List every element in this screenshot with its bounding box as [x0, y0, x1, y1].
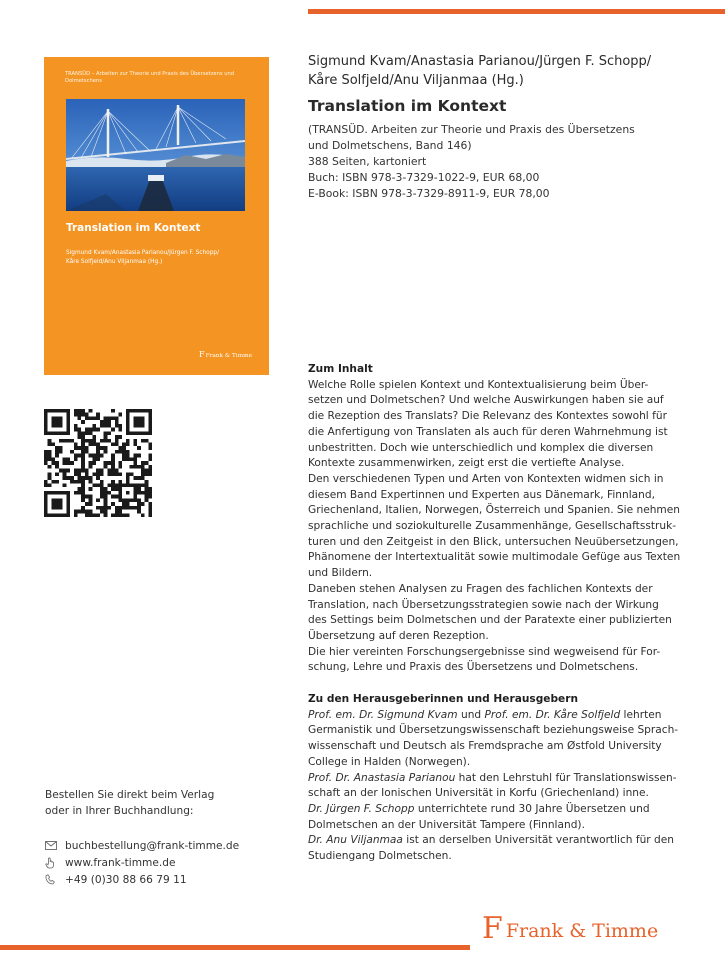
pointer-hand-icon	[45, 857, 65, 869]
order-info	[45, 787, 285, 888]
contact-list	[45, 837, 285, 888]
publisher-logo	[482, 911, 659, 946]
website-link[interactable]: www.frank-timme.de	[65, 856, 176, 869]
book-description	[308, 362, 690, 865]
inhalt-line: Den verschiedenen Typen und Arten von Kontexten widmen sich in	[308, 472, 664, 485]
inhalt-line: Die hier vereinten Forschungsergebnisse sind wegweisend für For-	[308, 645, 661, 658]
editor-name: Prof. em. Dr. Sigmund Kvam	[308, 708, 458, 721]
editors-text-span: hat den Lehrstuhl für Translationswissen-	[455, 771, 677, 784]
contact-email[interactable]	[45, 837, 285, 854]
top-accent-bar	[308, 9, 725, 14]
book-authors-line1: Sigmund Kvam/Anastasia Parianou/Jürgen F. Schopp/	[308, 54, 652, 69]
cover-publisher-name: Frank & Timme	[205, 353, 253, 359]
page-count: 388 Seiten, kartoniert	[308, 155, 427, 168]
order-intro	[45, 787, 285, 819]
editors-line: Dolmetschen an der Universität Tampere (Finnland).	[308, 818, 585, 831]
editors-line: Germanistik und Übersetzungswissenschaft beziehungsweise Sprach-	[308, 724, 679, 737]
inhalt-line: Welche Rolle spielen Kontext und Kontextualisierung beim Über-	[308, 378, 649, 391]
inhalt-line: Phänomene der Intertextualität sowie multimodale Gefüge aus Texten	[308, 551, 681, 564]
cover-authors	[66, 249, 256, 267]
order-intro-line1: Bestellen Sie direkt beim Verlag	[45, 789, 215, 801]
inhalt-text	[308, 378, 690, 676]
editors-text	[308, 708, 690, 865]
editors-text-span: lehrten	[620, 708, 662, 721]
cover-bridge-photo	[66, 99, 245, 211]
inhalt-line: Daneben stehen Analysen zu Fragen des fachlichen Kontexts der	[308, 582, 653, 595]
inhalt-line: Kontexte zusammenwirken, zeigt erst die vertiefte Analyse.	[308, 457, 625, 470]
inhalt-line: setzen und Dolmetschen? Und welche Auswirkungen haben sie auf	[308, 394, 664, 407]
series-line1: (TRANSÜD. Arbeiten zur Theorie und Praxis des Übersetzens	[308, 123, 635, 136]
inhalt-line: schung, Lehre und Praxis des Übersetzens und Dolmetschens.	[308, 661, 639, 674]
inhalt-line: turen und den Zeitgeist in den Blick, untersuchen Neuübersetzungen,	[308, 535, 679, 548]
editors-text-span: ist an derselben Universität verantwortlich für den	[402, 834, 674, 847]
editor-name: Dr. Jürgen F. Schopp	[308, 802, 415, 815]
editors-line	[308, 802, 690, 818]
editors-line: wissenschaft und Deutsch als Fremdsprache am Østfold University	[308, 740, 662, 753]
editors-line: Studiengang Dolmetschen.	[308, 850, 452, 863]
editors-text-span: und	[457, 708, 485, 721]
inhalt-line: diesem Band Expertinnen und Experten aus Dänemark, Finnland,	[308, 488, 655, 501]
book-info	[308, 52, 708, 202]
cover-series-text: TRANSÜD – Arbeiten zur Theorie und Praxis des Übersetzens und Dolmetschens	[65, 71, 235, 84]
inhalt-line: unbestritten. Doch wie unterschiedlich und komplex die diversen	[308, 441, 654, 454]
order-intro-line2: oder in Ihrer Buchhandlung:	[45, 805, 194, 817]
contact-phone[interactable]	[45, 871, 285, 888]
logo-name: Frank & Timme	[505, 920, 659, 942]
editor-name: Dr. Anu Viljanmaa	[308, 834, 403, 847]
editors-line	[308, 833, 690, 849]
editors-line: schaft an der Ionischen Universität in Korfu (Griechenland) inne.	[308, 787, 649, 800]
inhalt-line: Griechenland, Italien, Norwegen, Österreich und Spanien. Sie nehmen	[308, 504, 680, 517]
book-cover	[44, 57, 269, 375]
qr-code	[44, 409, 152, 517]
cover-authors-line2: Kåre Solfjeld/Anu Viljanmaa (Hg.)	[66, 259, 163, 265]
editors-line	[308, 771, 690, 787]
editors-line: College in Halden (Norwegen).	[308, 755, 471, 768]
editors-heading: Zu den Herausgeberinnen und Herausgebern	[308, 693, 579, 706]
inhalt-line: die Anfertigung von Translaten als auch für deren Wahrnehmung ist	[308, 425, 668, 438]
editor-name: Prof. Dr. Anastasia Parianou	[308, 771, 456, 784]
isbn-ebook: E-Book: ISBN 978-3-7329-8911-9, EUR 78,00	[308, 187, 550, 200]
book-authors	[308, 52, 708, 90]
editors-line	[308, 708, 690, 724]
editor-name: Prof. em. Dr. Kåre Solfjeld	[484, 708, 621, 721]
cover-publisher-logo: FFrank & Timme	[199, 350, 253, 359]
inhalt-line: Übersetzung auf deren Rezeption.	[308, 629, 489, 642]
inhalt-line: des Settings beim Dolmetschen und der Paratexte einer publizierten	[308, 614, 672, 627]
book-meta	[308, 122, 708, 202]
editors-text-span: unterrichtete rund 30 Jahre Übersetzen und	[414, 802, 650, 815]
cover-authors-line1: Sigmund Kvam/Anastasia Parianou/Jürgen F. Schopp/	[66, 250, 220, 256]
inhalt-line: und Bildern.	[308, 567, 373, 580]
series-line2: und Dolmetschens, Band 146)	[308, 139, 472, 152]
logo-letter: F	[482, 911, 503, 946]
isbn-print: Buch: ISBN 978-3-7329-1022-9, EUR 68,00	[308, 171, 540, 184]
bottom-accent-bar	[0, 945, 470, 950]
inhalt-line: sprachliche und soziokulturelle Zusammenhänge, Gesellschaftsstruk-	[308, 520, 677, 533]
inhalt-line: Translation, nach Übersetzungsstrategien sowie nach der Wirkung	[308, 598, 659, 611]
inhalt-heading: Zum Inhalt	[308, 363, 373, 375]
email-link[interactable]: buchbestellung@frank-timme.de	[65, 839, 240, 852]
phone-icon	[45, 874, 65, 885]
contact-website[interactable]	[45, 854, 285, 871]
cover-title: Translation im Kontext	[66, 222, 201, 234]
envelope-icon	[45, 841, 65, 850]
phone-number[interactable]: +49 (0)30 88 66 79 11	[65, 873, 187, 886]
book-authors-line2: Kåre Solfjeld/Anu Viljanmaa (Hg.)	[308, 73, 524, 88]
inhalt-line: die Rezeption des Translats? Die Relevanz des Kontextes sowohl für	[308, 410, 667, 423]
book-title: Translation im Kontext	[308, 97, 507, 115]
